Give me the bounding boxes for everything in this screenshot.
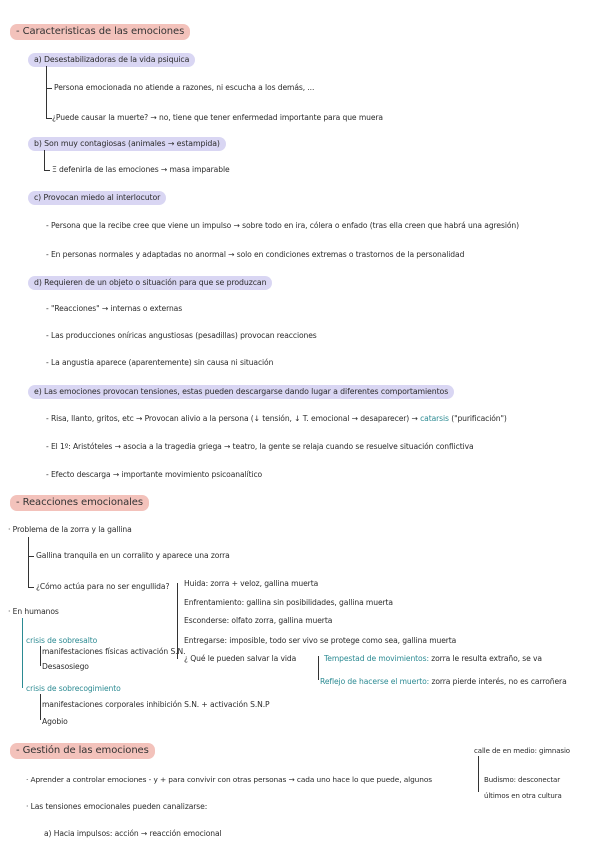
text-c1b: Desasosiego (42, 662, 89, 671)
section-title-reacciones: - Reacciones emocionales (10, 495, 149, 511)
text-humanos: · En humanos (8, 607, 59, 616)
section-title-gestion: - Gestión de las emociones (10, 743, 155, 759)
text-e2: - El 1º: Aristóteles → asocia a la tragedia griega → teatro, la gente se relaja cuando se resuelve situación conflictiva (46, 442, 474, 451)
text-c2a: manifestaciones corporales inhibición S.N. + activación S.N.P (42, 700, 270, 709)
catarsis-term: catarsis (420, 414, 449, 423)
tick-p2 (28, 587, 34, 588)
tick-a1 (46, 88, 52, 89)
text-c2: - En personas normales y adaptadas no anormal → solo en condiciones extremas o trastornos de la personalidad (46, 250, 465, 259)
text-g1c: últimos en otra cultura (484, 792, 562, 800)
text-g2: · Las tensiones emocionales pueden canalizarse: (26, 802, 208, 811)
text-problema: · Problema de la zorra y la gallina (8, 525, 132, 534)
bracket-a (46, 66, 47, 118)
text-huida: Huida: zorra + veloz, gallina muerta (184, 579, 319, 588)
text-entregarse: Entregarse: imposible, todo ser vivo se protege como sea, gallina muerta (184, 636, 457, 645)
bracket-sobresalto (40, 646, 41, 666)
text-e1 (46, 414, 507, 424)
text-a2: ¿Puede causar la muerte? → no, tiene que tener enfermedad importante para que muera (52, 113, 383, 122)
text-esconderse: Esconderse: olfato zorra, gallina muerta (184, 616, 333, 625)
text-e3: - Efecto descarga → importante movimiento psicoanalítico (46, 470, 263, 479)
text-salvar: ¿ Qué le pueden salvar la vida (184, 654, 297, 663)
crisis-sobrecogimiento: crisis de sobrecogimiento (26, 684, 121, 693)
text-g1b: Budismo: desconectar (484, 776, 560, 784)
text-c1a: manifestaciones físicas activación S.N. (42, 647, 186, 656)
text-p1: Gallina tranquila en un corralito y aparece una zorra (36, 551, 230, 560)
text-d3: - La angustia aparece (aparentemente) sin causa ni situación (46, 358, 274, 367)
tick-b1 (44, 170, 50, 171)
heading-b: b) Son muy contagiosas (animales → estampida) (28, 137, 226, 151)
heading-c: c) Provocan miedo al interlocutor (28, 191, 166, 205)
bracket-humanos (22, 618, 23, 688)
heading-e: e) Las emociones provocan tensiones, estas pueden descargarse dando lugar a diferentes comportamientos (28, 385, 454, 399)
text-a1: Persona emocionada no atiende a razones, ni escucha a los demás, ... (54, 83, 315, 92)
section-title-caracteristicas: - Caracteristicas de las emociones (10, 24, 190, 40)
text-g3: a) Hacia impulsos: acción → reacción emocional (44, 829, 222, 838)
tempestad-term: Tempestad de movimientos: (324, 654, 429, 663)
reflejo-desc: zorra pierde interés, no es carroñera (431, 677, 567, 686)
crisis-sobresalto: crisis de sobresalto (26, 636, 98, 645)
tick-p1 (28, 556, 34, 557)
text-e1-post: ("purificación") (451, 414, 507, 423)
text-reflejo (320, 677, 567, 687)
text-tempestad (324, 654, 542, 664)
text-b1: Ξ defenirla de las emociones → masa imparable (52, 165, 230, 174)
reflejo-term: Reflejo de hacerse el muerto: (320, 677, 430, 686)
text-e1-pre: - Risa, llanto, gritos, etc → Provocan alivio a la persona (↓ tensión, ↓ T. emocional → desaparecer) → (46, 414, 418, 423)
heading-d: d) Requieren de un objeto o situación para que se produzcan (28, 276, 272, 290)
text-g1: · Aprender a controlar emociones - y + para convivir con otras personas → cada uno hace lo que puede, algunos (26, 775, 433, 784)
bracket-sobrecogimiento (40, 694, 41, 720)
text-enfrentamiento: Enfrentamiento: gallina sin posibilidades, gallina muerta (184, 598, 393, 607)
bracket-b (44, 150, 45, 170)
text-g1a: calle de en medio: gimnasio (474, 747, 570, 755)
text-c2b: Agobio (42, 717, 68, 726)
heading-a: a) Desestabilizadoras de la vida psiquica (28, 53, 195, 67)
bracket-salvar (318, 656, 319, 680)
text-d2: - Las producciones oníricas angustiosas (pesadillas) provocan reacciones (46, 331, 317, 340)
text-p2: ¿Cómo actúa para no ser engullida? (36, 582, 170, 591)
bracket-problema (28, 537, 29, 587)
bracket-algunos (478, 756, 479, 792)
text-c1: - Persona que la recibe cree que viene un impulso → sobre todo en ira, cólera o enfado (tras ella creen que habrá una agresión) (46, 221, 519, 230)
tempestad-desc: zorra le resulta extraño, se va (431, 654, 542, 663)
text-d1: - "Reacciones" → internas o externas (46, 304, 183, 313)
